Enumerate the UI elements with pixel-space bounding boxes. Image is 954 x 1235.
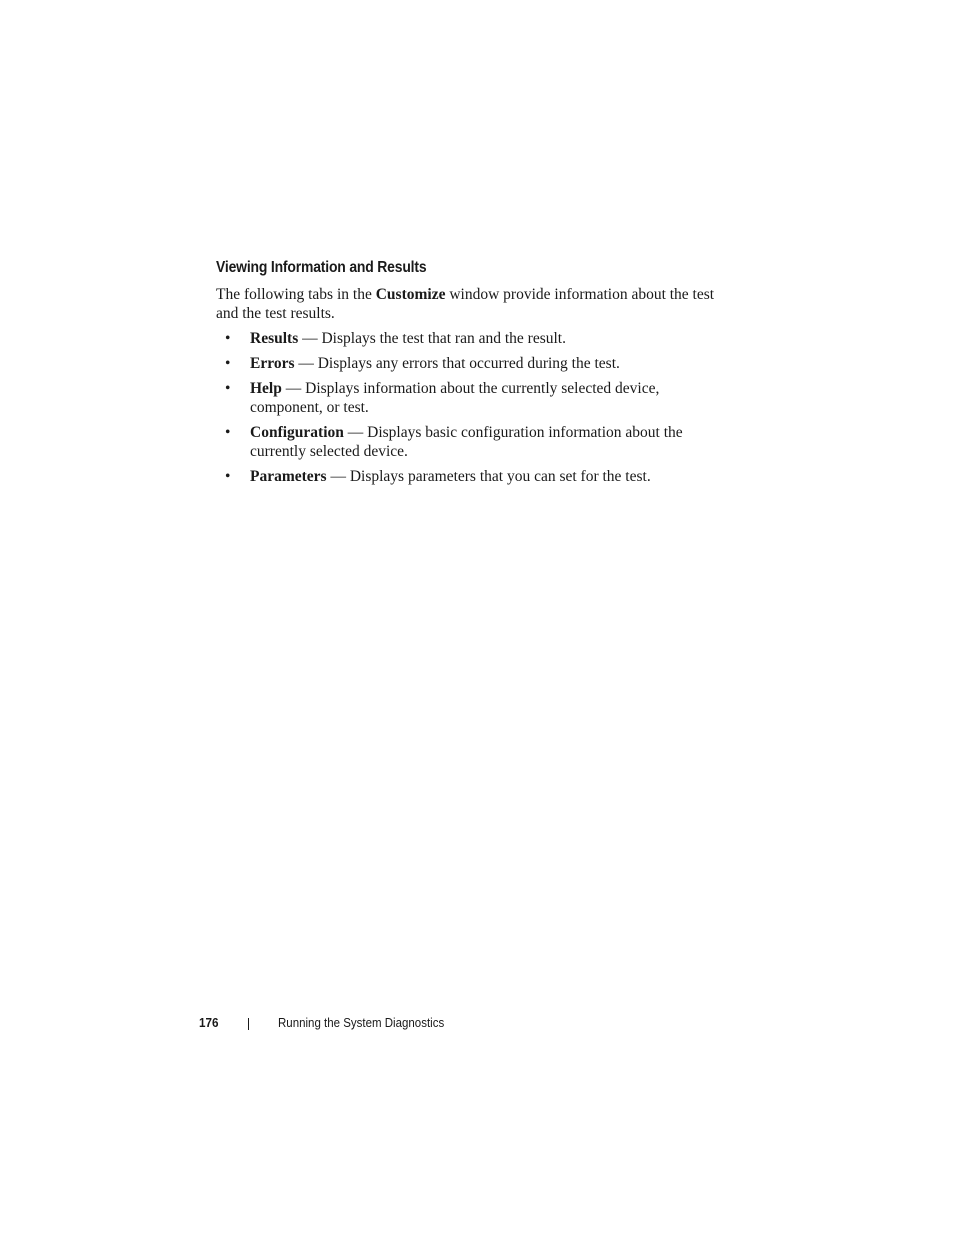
intro-paragraph [216,285,716,323]
parameters-term: Parameters [250,468,327,485]
customize-window-term: Customize [375,286,446,303]
section-heading: Viewing Information and Results [216,259,427,276]
list-item-configuration [216,423,716,461]
chapter-title: Running the System Diagnostics [278,1016,445,1030]
bullet-icon: • [225,380,231,397]
bullet-icon: • [225,468,231,485]
bullet-icon: • [225,424,231,441]
list-item-results [216,329,716,348]
errors-description: — Displays any errors that occurred during the test. [294,355,620,372]
results-description: — Displays the test that ran and the result. [298,330,566,347]
list-item-parameters [216,467,716,486]
results-term: Results [250,330,299,347]
footer-divider [248,1018,249,1030]
page-footer [0,1015,954,1035]
bullet-icon: • [225,330,231,347]
page-number: 176 [199,1015,219,1030]
intro-text-before: The following tabs in the [216,286,376,303]
list-item-errors [216,354,716,373]
configuration-term: Configuration [250,424,344,441]
list-item-help [216,379,716,417]
tabs-bullet-list [216,329,716,492]
bullet-icon: • [225,355,231,372]
intro-text-after: window provide information about the test and the test results. [216,286,715,322]
parameters-description: — Displays parameters that you can set for the test. [326,468,651,485]
help-description: — Displays information about the currently selected device, component, or test. [250,380,660,416]
help-term: Help [250,380,282,397]
errors-term: Errors [250,355,295,372]
configuration-description: — Displays basic configuration information about the currently selected device. [250,424,683,460]
